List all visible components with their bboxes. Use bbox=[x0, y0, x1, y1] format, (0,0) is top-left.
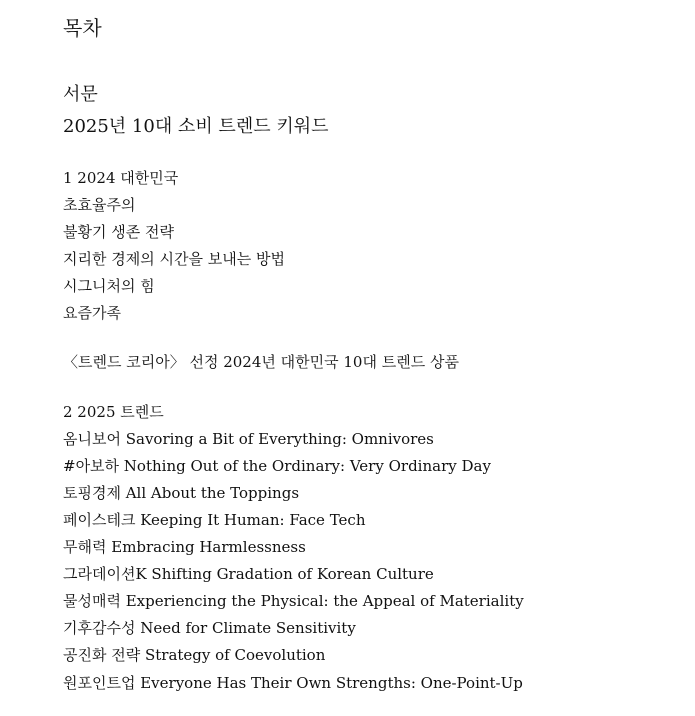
chapter-2-item[interactable]: 무해력 Embracing Harmlessness bbox=[63, 538, 306, 556]
chapter-2-item[interactable]: 원포인트업 Everyone Has Their Own Strengths: One-Point-Up bbox=[63, 674, 523, 692]
chapter-1-item[interactable]: 시그니처의 힘 bbox=[63, 277, 155, 295]
chapter-1-heading[interactable]: 1 2024 대한민국 bbox=[63, 169, 179, 187]
intro-label[interactable]: 서문 bbox=[63, 84, 98, 105]
chapter-1-item[interactable]: 지리한 경제의 시간을 보내는 방법 bbox=[63, 250, 285, 268]
chapter-1-item[interactable]: 불황기 생존 전략 bbox=[63, 223, 174, 241]
chapter-1-item[interactable]: 초효율주의 bbox=[63, 196, 136, 214]
intro-title[interactable]: 2025년 10대 소비 트렌드 키워드 bbox=[63, 116, 329, 137]
chapter-2-item[interactable]: 페이스테크 Keeping It Human: Face Tech bbox=[63, 511, 366, 529]
chapter-2-heading[interactable]: 2 2025 트렌드 bbox=[63, 403, 164, 421]
chapter-2-item[interactable]: 물성매력 Experiencing the Physical: the Appeal of Materiality bbox=[63, 592, 524, 610]
chapter-1-item[interactable]: 요즘가족 bbox=[63, 304, 121, 322]
chapter-2-item[interactable]: 기후감수성 Need for Climate Sensitivity bbox=[63, 619, 356, 637]
chapter-2-item[interactable]: 그라데이션K Shifting Gradation of Korean Culture bbox=[63, 565, 434, 583]
special-section-heading[interactable]: 〈트렌드 코리아〉 선정 2024년 대한민국 10대 트렌드 상품 bbox=[63, 353, 459, 371]
toc-heading: 목차 bbox=[63, 16, 102, 40]
chapter-2-item[interactable]: 토핑경제 All About the Toppings bbox=[63, 484, 300, 502]
chapter-2-item[interactable]: 옴니보어 Savoring a Bit of Everything: Omnivores bbox=[63, 430, 434, 448]
chapter-2-item[interactable]: 공진화 전략 Strategy of Coevolution bbox=[63, 646, 326, 664]
chapter-2-item[interactable]: #아보하 Nothing Out of the Ordinary: Very Ordinary Day bbox=[63, 457, 491, 475]
